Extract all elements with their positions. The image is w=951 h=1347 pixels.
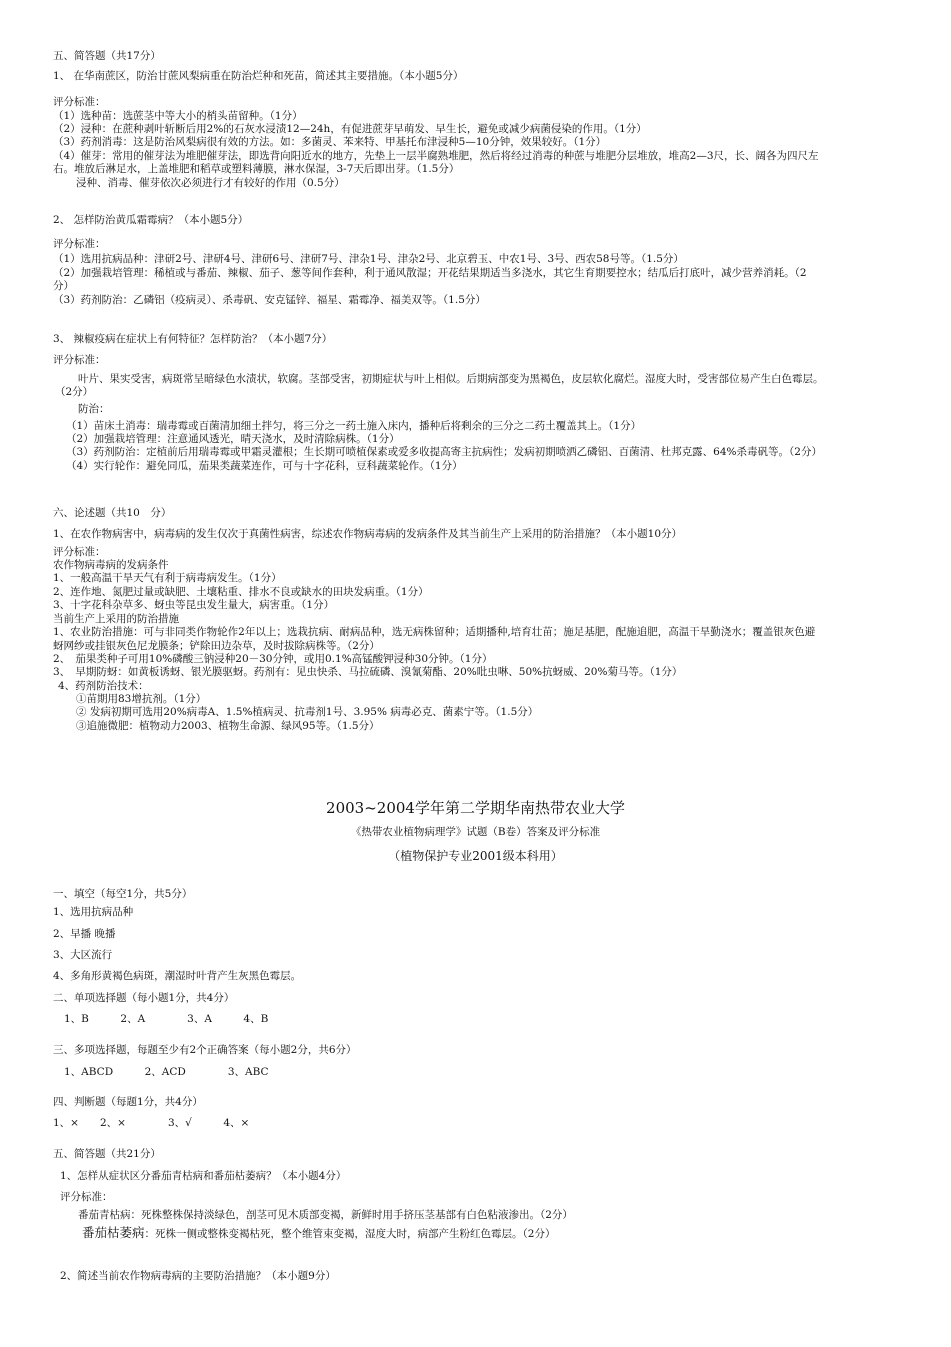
- scoring-label: 评分标准：: [53, 354, 106, 366]
- answer-line: 浸种、消毒、催芽依次必须进行才有较好的作用（0.5分）: [76, 177, 345, 189]
- section-heading-multi-choice: 三、多项选择题，每题至少有2个正确答案（每小题2分，共6分）: [53, 1044, 357, 1056]
- question-2: 2、 怎样防治黄瓜霜霉病？（本小题5分）: [53, 214, 249, 226]
- answer-line: 4、药剂防治技术：: [58, 680, 149, 692]
- question-1-b: 1、怎样从症状区分番茄青枯病和番茄枯萎病？（本小题4分）: [60, 1170, 347, 1182]
- answer-line: （3）药剂消毒：这是防治风梨病很有效的方法。如：多菌灵、苯来特、甲基托布津浸种5—10分钟，效果较好。（1分）: [53, 136, 607, 148]
- answer-line: （2分）: [55, 386, 94, 398]
- document-title: 2003~2004学年第二学期华南热带农业大学: [326, 799, 625, 817]
- answer-line: 当前生产上采用的防治措施: [53, 613, 179, 625]
- answer-label: 番茄枯萎病: [82, 1225, 145, 1240]
- scoring-label: 评分标准：: [53, 546, 106, 558]
- answer-line: （1）苗床土消毒：瑞毒霉或百菌清加细土拌匀，将三分之一药土施入床内，播种后将剩余的三分之二药土覆盖其上。（1分）: [66, 420, 642, 432]
- section-heading-true-false: 四、判断题（每题1分，共4分）: [53, 1096, 203, 1108]
- question-3: 3、 辣椒疫病在症状上有何特征？怎样防治？（本小题7分）: [53, 333, 333, 345]
- answer-line: 1、农业防治措施：可与非同类作物轮作2年以上；选栽抗病、耐病品种，选无病株留种；适期播种,培育壮苗；施足基肥，配施追肥，高温干旱勤浇水；覆盖银灰色避: [53, 626, 816, 638]
- answer-line: （2）浸种：在蔗种剥叶斩断后用2%的石灰水浸渍12—24h，有促进蔗芽早萌发、早生长，避免或减少病菌侵染的作用。（1分）: [53, 123, 647, 135]
- answer-line: ② 发病初期可选用20%病毒A、1.5%植病灵、抗毒剂1号、3.95% 病毒必克、菌素宁等。（1.5分）: [76, 706, 539, 718]
- section-heading-essay: 六、论述题（共10 分）: [53, 507, 172, 519]
- answer-line: 3、大区流行: [53, 949, 113, 961]
- answer-line: 番茄青枯病：死株整株保持淡绿色，剖茎可见木质部变褐，新鲜时用手挤压茎基部有白色粘液渗出。（2分）: [78, 1209, 573, 1221]
- answer-line: 农作物病毒病的发病条件: [53, 559, 169, 571]
- answer-line: 2、连作地、氮肥过量或缺肥、土壤粘重、排水不良或缺水的田块发病重。（1分）: [53, 586, 429, 598]
- answer-line: 右。堆放后淋足水，上盖堆肥和稻草或塑料薄膜，淋水保湿，3-7天后即出芽。（1.5分）: [53, 163, 460, 175]
- answer-line: 防治：: [78, 403, 110, 415]
- answer-line: ①苗期用83增抗剂。（1分）: [76, 693, 207, 705]
- question-2-b: 2、简述当前农作物病毒病的主要防治措施？（本小题9分）: [60, 1270, 336, 1282]
- scoring-label: 评分标准：: [53, 96, 106, 108]
- answer-line: 1、ABCD 2、ACD 3、ABC: [64, 1066, 269, 1078]
- document-subtitle-major: （植物保护专业2001级本科用）: [388, 849, 563, 863]
- section-heading-short-answer-2: 五、简答题（共21分）: [53, 1148, 161, 1160]
- answer-line: （2）加强栽培管理：注意通风透光，晴天浇水，及时清除病株。（1分）: [66, 433, 400, 445]
- scoring-label: 评分标准：: [60, 1191, 113, 1203]
- answer-line: 分）: [53, 280, 74, 292]
- section-heading-short-answer: 五、简答题（共17分）: [53, 50, 161, 62]
- answer-line: （1）选用抗病品种：津研2号、津研4号、津研6号、津研7号、津杂1号、津杂2号、北京碧玉、中农1号、3号、西农58号等。（1.5分）: [53, 253, 684, 265]
- section-heading-fill-in: 一、填空（每空1分，共5分）: [53, 888, 193, 900]
- answer-line: （4）实行轮作：避免同瓜，茄果类蔬菜连作，可与十字花科，豆科蔬菜轮作。（1分）: [66, 460, 463, 472]
- question-1: 1、 在华南蔗区，防治甘蔗风梨病重在防治烂种和死苗，简述其主要措施。（本小题5分）: [53, 70, 464, 82]
- answer-line: [82, 1226, 555, 1241]
- answer-line: 2、 茄果类种子可用10%磷酸三钠浸种20－30分钟，或用0.1%高锰酸钾浸种30分钟。（1分）: [53, 653, 493, 665]
- essay-question: 1、在农作物病害中，病毒病的发生仅次于真菌性病害，综述农作物病毒病的发病条件及其当前生产上采用的防治措施？（本小题10分）: [53, 528, 683, 540]
- scoring-label: 评分标准：: [53, 238, 106, 250]
- answer-line: （2）加强栽培管理：稀植或与番茄、辣椒、茄子、葱等间作套种，利于通风散湿；开花结果期适当多浇水，其它生育期要控水；结瓜后打底叶，减少营养消耗。（2: [53, 267, 807, 279]
- answer-line: 1、× 2、× 3、√ 4、×: [53, 1117, 250, 1129]
- answer-line: 叶片、果实受害，病斑常呈暗绿色水渍状，软腐。茎部受害，初期症状与叶上相似。后期病部变为黑褐色，皮层软化腐烂。湿度大时，受害部位易产生白色霉层。: [78, 373, 824, 385]
- answer-line: 3、 早期防蚜：如黄板诱蚜、银光膜驱蚜。药剂有：见虫快杀、马拉硫磷、溴氰菊酯、20%吡虫啉、50%抗蚜威、20%菊马等。（1分）: [53, 666, 683, 678]
- answer-line: 1、一般高温干旱天气有利于病毒病发生。（1分）: [53, 572, 282, 584]
- answer-line: ③追施微肥：植物动力2003、植物生命源、绿风95等。（1.5分）: [76, 720, 380, 732]
- answer-text: ：死株一侧或整株变褐枯死，整个维管束变褐，湿度大时，病部产生粉红色霉层。（2分）: [144, 1228, 556, 1240]
- answer-line: 蚜网纱或挂银灰色尼龙膜条；铲除田边杂草，及时拔除病株等。（2分）: [53, 640, 380, 652]
- answer-line: 4、多角形黄褐色病斑，潮湿时叶背产生灰黑色霉层。: [53, 970, 302, 982]
- answer-line: 3、十字花科杂草多、蚜虫等昆虫发生量大，病害重。（1分）: [53, 599, 335, 611]
- answer-line: （3）药剂防治：乙磷铝（疫病灵）、杀毒矾、安克锰锌、福星、霜霉净、福美双等。（1.5分）: [53, 294, 486, 306]
- answer-line: （4）催芽：常用的催芽法为堆肥催芽法，即选背向阳近水的地方，先垫上一层半腐熟堆肥，然后将经过消毒的种蔗与堆肥分层堆放，堆高2—3尺，长、阔各为四尺左: [53, 150, 819, 162]
- answer-line: （3）药剂防治：定植前后用瑞毒霉或甲霜灵灌根；生长期可喷植保素或爱多收提高寄主抗病性；发病初期喷洒乙磷铝、百菌清、杜邦克露、64%杀毒矾等。（2分）: [66, 446, 822, 458]
- section-heading-single-choice: 二、单项选择题（每小题1分，共4分）: [53, 992, 235, 1004]
- answer-line: 2、早播 晚播: [53, 928, 116, 940]
- answer-line: 1、B 2、A 3、A 4、B: [64, 1013, 269, 1025]
- document-subtitle: 《热带农业植物病理学》试题（B卷）答案及评分标准: [350, 826, 601, 838]
- answer-line: 1、选用抗病品种: [53, 906, 134, 918]
- answer-line: （1）选种苗：选蔗茎中等大小的梢头苗留种。（1分）: [53, 110, 303, 122]
